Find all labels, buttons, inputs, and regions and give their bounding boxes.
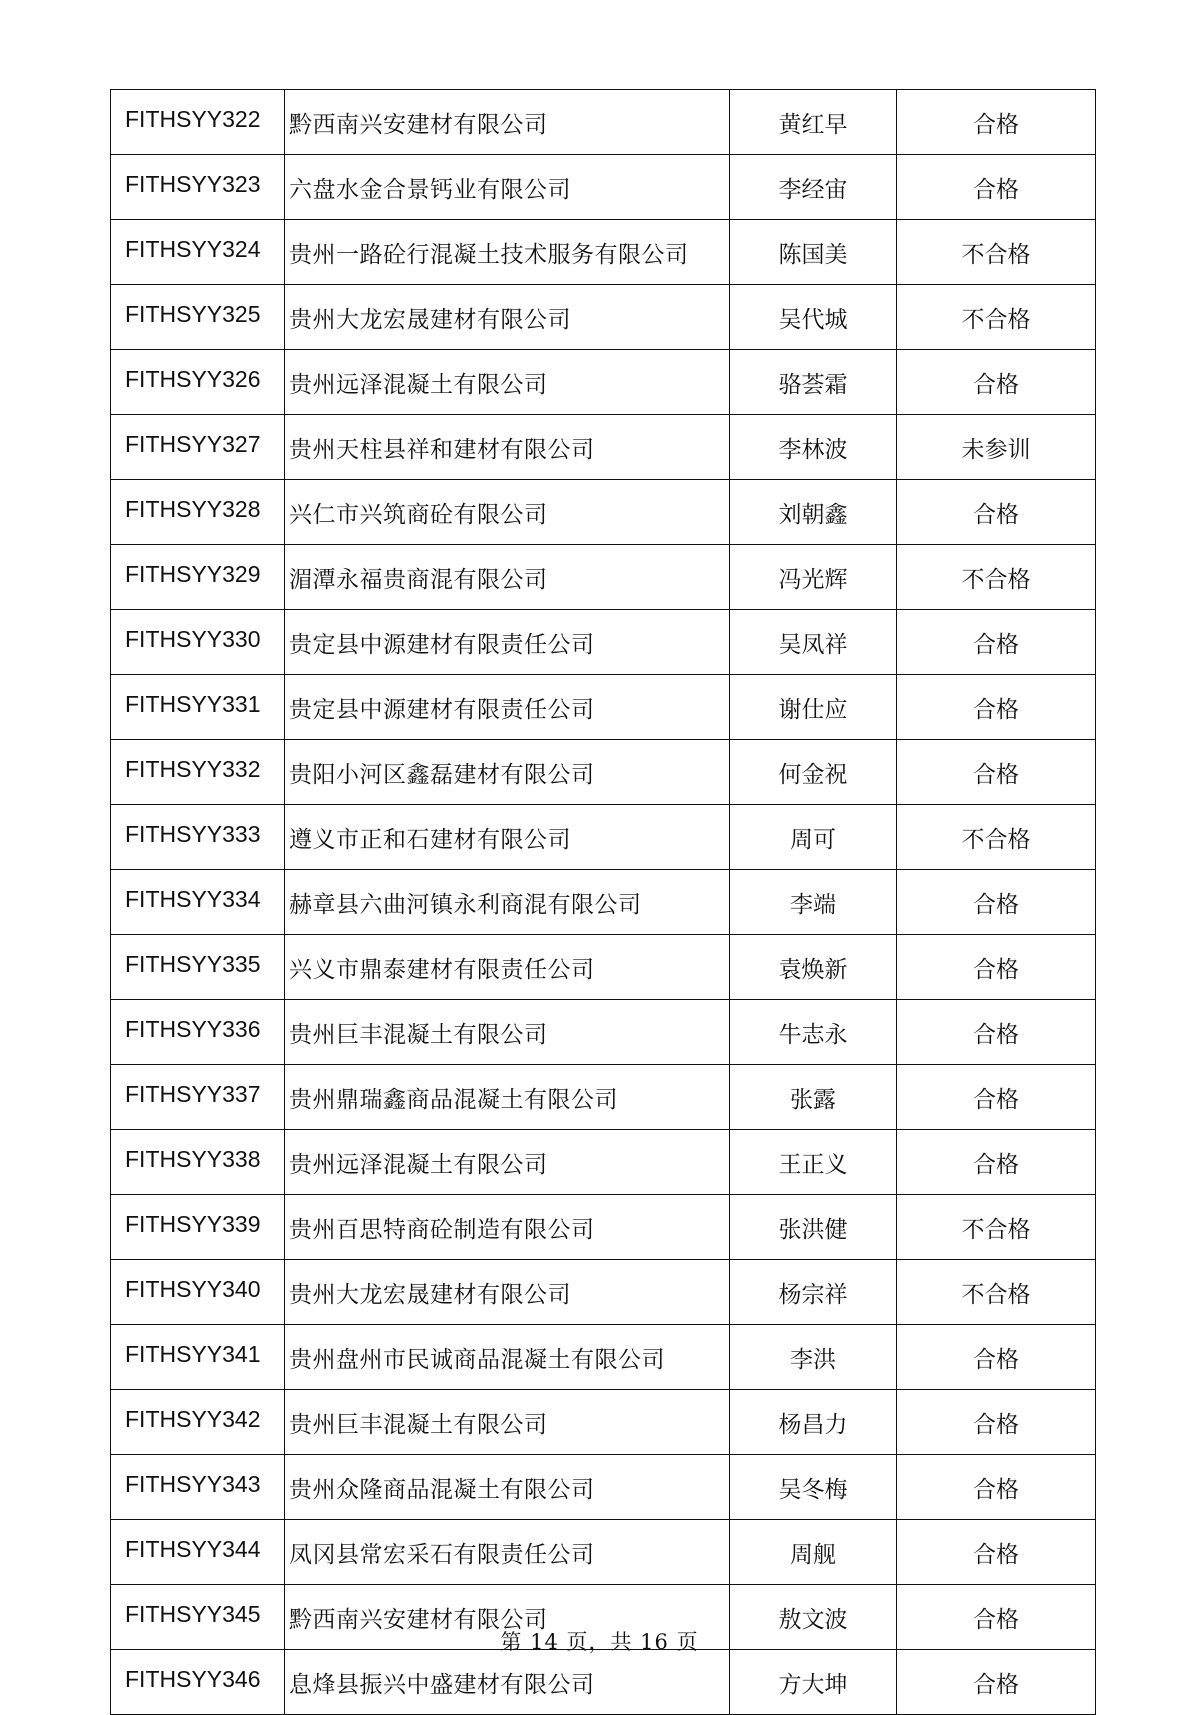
company-name-cell: 贵州大龙宏晟建材有限公司 [285,285,730,350]
company-name-cell: 凤冈县常宏采石有限责任公司 [285,1520,730,1585]
result-status-cell: 不合格 [897,1195,1096,1260]
table-row [111,610,1096,675]
result-status-cell: 合格 [897,935,1096,1000]
company-name-cell: 贵州巨丰混凝土有限公司 [285,1000,730,1065]
table-row [111,1455,1096,1520]
company-name-cell: 贵州天柱县祥和建材有限公司 [285,415,730,480]
table-row [111,870,1096,935]
table-row [111,1520,1096,1585]
company-name-cell: 贵州巨丰混凝土有限公司 [285,1390,730,1455]
table-row [111,155,1096,220]
result-status-cell: 合格 [897,1585,1096,1650]
person-name-cell: 骆荟霜 [730,350,897,415]
company-name-cell: 息烽县振兴中盛建材有限公司 [285,1650,730,1715]
company-name-cell: 兴义市鼎泰建材有限责任公司 [285,935,730,1000]
company-name-cell: 黔西南兴安建材有限公司 [285,90,730,155]
company-name-cell: 贵州鼎瑞鑫商品混凝土有限公司 [285,1065,730,1130]
certificate-id-cell: FITHSYY332 [111,740,285,805]
certificate-id-cell: FITHSYY345 [111,1585,285,1650]
person-name-cell: 刘朝鑫 [730,480,897,545]
certificate-id-cell: FITHSYY346 [111,1650,285,1715]
result-status-cell: 合格 [897,480,1096,545]
certificate-id-cell: FITHSYY341 [111,1325,285,1390]
results-table [110,89,1096,1715]
person-name-cell: 方大坤 [730,1650,897,1715]
table-row [111,1325,1096,1390]
result-status-cell: 未参训 [897,415,1096,480]
certificate-id-cell: FITHSYY337 [111,1065,285,1130]
certificate-id-cell: FITHSYY328 [111,480,285,545]
certificate-id-cell: FITHSYY327 [111,415,285,480]
result-status-cell: 合格 [897,675,1096,740]
company-name-cell: 贵州远泽混凝土有限公司 [285,1130,730,1195]
person-name-cell: 李洪 [730,1325,897,1390]
table-row [111,545,1096,610]
certificate-id-cell: FITHSYY323 [111,155,285,220]
company-name-cell: 贵阳小河区鑫磊建材有限公司 [285,740,730,805]
person-name-cell: 王正义 [730,1130,897,1195]
certificate-id-cell: FITHSYY342 [111,1390,285,1455]
company-name-cell: 兴仁市兴筑商砼有限公司 [285,480,730,545]
person-name-cell: 敖文波 [730,1585,897,1650]
table-row [111,220,1096,285]
company-name-cell: 贵州大龙宏晟建材有限公司 [285,1260,730,1325]
result-status-cell: 合格 [897,1390,1096,1455]
result-status-cell: 合格 [897,350,1096,415]
person-name-cell: 何金祝 [730,740,897,805]
certificate-id-cell: FITHSYY330 [111,610,285,675]
company-name-cell: 贵州远泽混凝土有限公司 [285,350,730,415]
person-name-cell: 冯光辉 [730,545,897,610]
company-name-cell: 贵州众隆商品混凝土有限公司 [285,1455,730,1520]
certificate-id-cell: FITHSYY324 [111,220,285,285]
result-status-cell: 合格 [897,1000,1096,1065]
person-name-cell: 周可 [730,805,897,870]
table-row [111,935,1096,1000]
company-name-cell: 贵州一路砼行混凝土技术服务有限公司 [285,220,730,285]
certificate-id-cell: FITHSYY325 [111,285,285,350]
table-row [111,90,1096,155]
person-name-cell: 张露 [730,1065,897,1130]
table-row [111,350,1096,415]
result-status-cell: 合格 [897,1325,1096,1390]
certificate-id-cell: FITHSYY340 [111,1260,285,1325]
person-name-cell: 周舰 [730,1520,897,1585]
table-row [111,480,1096,545]
table-row [111,740,1096,805]
result-status-cell: 合格 [897,90,1096,155]
person-name-cell: 李林波 [730,415,897,480]
table-row [111,1650,1096,1715]
result-status-cell: 不合格 [897,285,1096,350]
company-name-cell: 贵州百思特商砼制造有限公司 [285,1195,730,1260]
person-name-cell: 李端 [730,870,897,935]
result-status-cell: 合格 [897,1520,1096,1585]
table-row [111,805,1096,870]
person-name-cell: 吴冬梅 [730,1455,897,1520]
result-status-cell: 合格 [897,740,1096,805]
result-status-cell: 合格 [897,1130,1096,1195]
person-name-cell: 谢仕应 [730,675,897,740]
certificate-id-cell: FITHSYY326 [111,350,285,415]
company-name-cell: 贵定县中源建材有限责任公司 [285,610,730,675]
person-name-cell: 吴凤祥 [730,610,897,675]
certificate-id-cell: FITHSYY333 [111,805,285,870]
certificate-id-cell: FITHSYY331 [111,675,285,740]
result-status-cell: 不合格 [897,545,1096,610]
result-status-cell: 不合格 [897,805,1096,870]
page-number-footer: 第 14 页，共 16 页 [500,1630,699,1654]
result-status-cell: 合格 [897,1065,1096,1130]
person-name-cell: 杨宗祥 [730,1260,897,1325]
table-row [111,1195,1096,1260]
table-row [111,415,1096,480]
result-status-cell: 不合格 [897,220,1096,285]
result-status-cell: 不合格 [897,1260,1096,1325]
person-name-cell: 杨昌力 [730,1390,897,1455]
certificate-id-cell: FITHSYY344 [111,1520,285,1585]
company-name-cell: 湄潭永福贵商混有限公司 [285,545,730,610]
result-status-cell: 合格 [897,1650,1096,1715]
certificate-id-cell: FITHSYY335 [111,935,285,1000]
company-name-cell: 贵州盘州市民诚商品混凝土有限公司 [285,1325,730,1390]
result-status-cell: 合格 [897,155,1096,220]
certificate-id-cell: FITHSYY329 [111,545,285,610]
certificate-id-cell: FITHSYY339 [111,1195,285,1260]
table-row [111,285,1096,350]
person-name-cell: 吴代城 [730,285,897,350]
certificate-id-cell: FITHSYY338 [111,1130,285,1195]
table-row [111,1260,1096,1325]
company-name-cell: 遵义市正和石建材有限公司 [285,805,730,870]
table-row [111,1130,1096,1195]
person-name-cell: 牛志永 [730,1000,897,1065]
table-row [111,1065,1096,1130]
certificate-id-cell: FITHSYY334 [111,870,285,935]
person-name-cell: 陈国美 [730,220,897,285]
table-row [111,1390,1096,1455]
company-name-cell: 贵定县中源建材有限责任公司 [285,675,730,740]
results-table-body [111,90,1096,1715]
certificate-id-cell: FITHSYY343 [111,1455,285,1520]
result-status-cell: 合格 [897,610,1096,675]
table-row [111,675,1096,740]
certificate-id-cell: FITHSYY322 [111,90,285,155]
person-name-cell: 李经宙 [730,155,897,220]
company-name-cell: 黔西南兴安建材有限公司 [285,1585,730,1650]
result-status-cell: 合格 [897,1455,1096,1520]
company-name-cell: 六盘水金合景钙业有限公司 [285,155,730,220]
result-status-cell: 合格 [897,870,1096,935]
person-name-cell: 黄红早 [730,90,897,155]
person-name-cell: 袁焕新 [730,935,897,1000]
company-name-cell: 赫章县六曲河镇永利商混有限公司 [285,870,730,935]
person-name-cell: 张洪健 [730,1195,897,1260]
certificate-id-cell: FITHSYY336 [111,1000,285,1065]
table-row [111,1000,1096,1065]
